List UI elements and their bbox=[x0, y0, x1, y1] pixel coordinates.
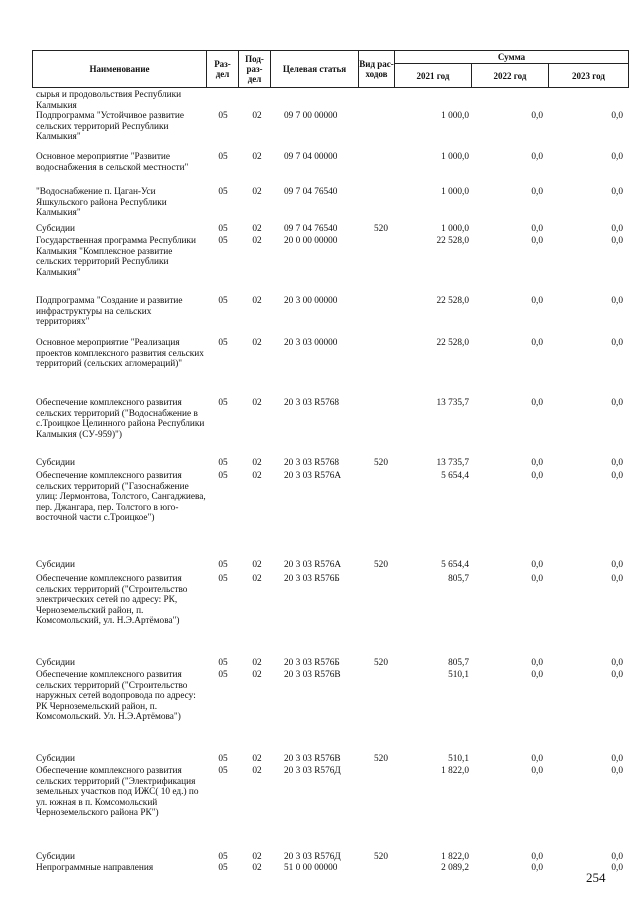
row-name: Субсидии bbox=[36, 852, 76, 862]
row-subsection: 02 bbox=[252, 574, 262, 584]
row-sum-2022: 0,0 bbox=[531, 560, 543, 570]
row-target-article: 20 3 03 R576А bbox=[284, 471, 342, 481]
row-target-article: 20 3 03 00000 bbox=[284, 338, 338, 348]
table-header bbox=[32, 50, 629, 88]
row-name: "Водоснабжение п. Цаган-Уси Яшкульского района Республики Калмыкия" bbox=[36, 187, 167, 219]
row-sum-2023: 0,0 bbox=[611, 754, 623, 764]
row-target-article: 20 3 03 R5768 bbox=[284, 398, 340, 408]
row-expense-type: 520 bbox=[374, 852, 388, 862]
row-sum-2023: 0,0 bbox=[611, 296, 623, 306]
row-name: Субсидии bbox=[36, 458, 76, 468]
row-target-article: 20 3 03 R5768 bbox=[284, 458, 340, 468]
row-sum-2022: 0,0 bbox=[531, 754, 543, 764]
row-sum-2022: 0,0 bbox=[531, 658, 543, 668]
row-subsection: 02 bbox=[252, 458, 262, 468]
row-target-article: 09 7 04 76540 bbox=[284, 224, 338, 234]
row-sum-2022: 0,0 bbox=[531, 398, 543, 408]
row-sum-2021: 1 000,0 bbox=[441, 152, 469, 162]
header-section: Раз- дел bbox=[207, 51, 239, 88]
row-subsection: 02 bbox=[252, 754, 262, 764]
row-subsection: 02 bbox=[252, 863, 262, 873]
row-subsection: 02 bbox=[252, 560, 262, 570]
row-target-article: 20 3 03 R576А bbox=[284, 560, 342, 570]
row-name: Подпрограмма "Создание и развитие инфраструктуры на сельских территориях" bbox=[36, 296, 183, 328]
row-section: 05 bbox=[218, 458, 228, 468]
row-sum-2022: 0,0 bbox=[531, 224, 543, 234]
row-sum-2023: 0,0 bbox=[611, 560, 623, 570]
header-name: Наименование bbox=[33, 51, 207, 88]
row-subsection: 02 bbox=[252, 658, 262, 668]
row-section: 05 bbox=[218, 224, 228, 234]
row-sum-2023: 0,0 bbox=[611, 236, 623, 246]
row-name: Основное мероприятие "Реализация проектов комплексного развития сельских территорий (сельских агломераций)" bbox=[36, 338, 204, 370]
row-sum-2021: 510,1 bbox=[448, 670, 469, 680]
row-target-article: 20 3 03 R576Б bbox=[284, 574, 340, 584]
row-section: 05 bbox=[218, 187, 228, 197]
header-target-article: Целевая статья bbox=[271, 51, 359, 88]
row-section: 05 bbox=[218, 338, 228, 348]
row-sum-2021: 805,7 bbox=[448, 658, 469, 668]
row-sum-2022: 0,0 bbox=[531, 766, 543, 776]
row-sum-2023: 0,0 bbox=[611, 766, 623, 776]
page-number: 254 bbox=[586, 870, 606, 885]
row-sum-2021: 22 528,0 bbox=[436, 296, 469, 306]
row-sum-2021: 13 735,7 bbox=[436, 458, 469, 468]
row-section: 05 bbox=[218, 852, 228, 862]
row-target-article: 20 0 00 00000 bbox=[284, 236, 338, 246]
row-target-article: 20 3 00 00000 bbox=[284, 296, 338, 306]
row-sum-2023: 0,0 bbox=[611, 152, 623, 162]
row-name: Субсидии bbox=[36, 658, 76, 668]
row-subsection: 02 bbox=[252, 338, 262, 348]
row-sum-2023: 0,0 bbox=[611, 574, 623, 584]
row-section: 05 bbox=[218, 863, 228, 873]
row-section: 05 bbox=[218, 398, 228, 408]
row-sum-2023: 0,0 bbox=[611, 863, 623, 873]
row-sum-2023: 0,0 bbox=[611, 338, 623, 348]
row-name: Обеспечение комплексного развития сельских территорий ("Электрификация земельных участков под ИЖС( 10 ед.) по ул. южная в п. Комсомольский Черноземельского района РК") bbox=[36, 766, 199, 819]
row-sum-2021: 1 000,0 bbox=[441, 224, 469, 234]
row-expense-type: 520 bbox=[374, 458, 388, 468]
row-sum-2021: 22 528,0 bbox=[436, 236, 469, 246]
row-subsection: 02 bbox=[252, 224, 262, 234]
row-sum-2023: 0,0 bbox=[611, 398, 623, 408]
row-sum-2022: 0,0 bbox=[531, 338, 543, 348]
row-subsection: 02 bbox=[252, 236, 262, 246]
row-sum-2023: 0,0 bbox=[611, 852, 623, 862]
row-sum-2021: 22 528,0 bbox=[436, 338, 469, 348]
row-subsection: 02 bbox=[252, 471, 262, 481]
row-target-article: 09 7 04 76540 bbox=[284, 187, 338, 197]
row-sum-2022: 0,0 bbox=[531, 152, 543, 162]
row-section: 05 bbox=[218, 296, 228, 306]
row-name: Обеспечение комплексного развития сельских территорий ("Газоснабжение улиц: Лермонтова, Толстого, Сангаджиева, пер. Джангара, пер. Толстого в юго-восточной части с.Троицкое") bbox=[36, 471, 206, 524]
row-subsection: 02 bbox=[252, 296, 262, 306]
row-name: Обеспечение комплексного развития сельских территорий ("Строительство электрических сетей по адресу: РК, Черноземельский район, п. Комсомольский, ул. Н.Э.Артёмова") bbox=[36, 574, 188, 627]
row-subsection: 02 bbox=[252, 852, 262, 862]
row-section: 05 bbox=[218, 670, 228, 680]
row-target-article: 20 3 03 R576Д bbox=[284, 852, 341, 862]
row-sum-2022: 0,0 bbox=[531, 852, 543, 862]
row-sum-2023: 0,0 bbox=[611, 658, 623, 668]
row-target-article: 09 7 04 00000 bbox=[284, 152, 338, 162]
row-section: 05 bbox=[218, 471, 228, 481]
row-name: Субсидии bbox=[36, 754, 76, 764]
header-expense-type: Вид рас- ходов bbox=[359, 51, 395, 88]
row-target-article: 09 7 00 00000 bbox=[284, 111, 338, 121]
row-target-article: 20 3 03 R576В bbox=[284, 754, 341, 764]
row-name: Субсидии bbox=[36, 224, 76, 234]
row-subsection: 02 bbox=[252, 111, 262, 121]
row-sum-2022: 0,0 bbox=[531, 458, 543, 468]
row-sum-2021: 5 654,4 bbox=[441, 471, 469, 481]
row-expense-type: 520 bbox=[374, 658, 388, 668]
row-name: Обеспечение комплексного развития сельских территорий ("Водоснабжение в с.Троицкое Целинного района Республики Калмыкия (СУ-959)") bbox=[36, 398, 205, 440]
row-sum-2021: 805,7 bbox=[448, 574, 469, 584]
row-expense-type: 520 bbox=[374, 224, 388, 234]
row-name: сырья и продовольствия Республики Калмыкия bbox=[36, 90, 182, 111]
row-subsection: 02 bbox=[252, 187, 262, 197]
header-2022: 2022 год bbox=[472, 64, 549, 88]
row-sum-2022: 0,0 bbox=[531, 296, 543, 306]
row-subsection: 02 bbox=[252, 766, 262, 776]
row-sum-2023: 0,0 bbox=[611, 458, 623, 468]
header-2021: 2021 год bbox=[395, 64, 472, 88]
row-section: 05 bbox=[218, 152, 228, 162]
row-sum-2022: 0,0 bbox=[531, 187, 543, 197]
row-name: Обеспечение комплексного развития сельских территорий ("Строительство наружных сетей водопровода по адресу: РК Черноземельский район, п. Комсомольский. Ул. Н.Э.Артёмова") bbox=[36, 670, 196, 723]
row-sum-2023: 0,0 bbox=[611, 471, 623, 481]
row-target-article: 20 3 03 R576Д bbox=[284, 766, 341, 776]
row-sum-2021: 5 654,4 bbox=[441, 560, 469, 570]
row-name: Подпрограмма "Устойчивое развитие сельских территорий Республики Калмыкия" bbox=[36, 111, 184, 143]
row-sum-2023: 0,0 bbox=[611, 670, 623, 680]
row-subsection: 02 bbox=[252, 398, 262, 408]
row-name: Субсидии bbox=[36, 560, 76, 570]
row-target-article: 20 3 03 R576В bbox=[284, 670, 341, 680]
row-sum-2021: 2 089,2 bbox=[441, 863, 469, 873]
row-sum-2022: 0,0 bbox=[531, 236, 543, 246]
row-sum-2023: 0,0 bbox=[611, 224, 623, 234]
row-sum-2022: 0,0 bbox=[531, 670, 543, 680]
row-subsection: 02 bbox=[252, 670, 262, 680]
row-sum-2023: 0,0 bbox=[611, 187, 623, 197]
row-sum-2021: 1 822,0 bbox=[441, 852, 469, 862]
row-target-article: 51 0 00 00000 bbox=[284, 863, 338, 873]
row-sum-2021: 510,1 bbox=[448, 754, 469, 764]
row-name: Основное мероприятие "Развитие водоснабжения в сельской местности" bbox=[36, 152, 189, 173]
row-expense-type: 520 bbox=[374, 560, 388, 570]
row-sum-2023: 0,0 bbox=[611, 111, 623, 121]
row-section: 05 bbox=[218, 658, 228, 668]
row-subsection: 02 bbox=[252, 152, 262, 162]
row-sum-2021: 1 000,0 bbox=[441, 187, 469, 197]
row-section: 05 bbox=[218, 560, 228, 570]
row-section: 05 bbox=[218, 766, 228, 776]
row-section: 05 bbox=[218, 754, 228, 764]
row-name: Государственная программа Республики Калмыкия "Комплексное развитие сельских территорий Республики Калмыкия" bbox=[36, 236, 196, 278]
row-section: 05 bbox=[218, 574, 228, 584]
row-sum-2022: 0,0 bbox=[531, 471, 543, 481]
header-subsection: Под- раз- дел bbox=[239, 51, 271, 88]
row-section: 05 bbox=[218, 111, 228, 121]
row-sum-2022: 0,0 bbox=[531, 863, 543, 873]
row-sum-2022: 0,0 bbox=[531, 574, 543, 584]
row-sum-2021: 1 000,0 bbox=[441, 111, 469, 121]
header-sum: Сумма bbox=[395, 51, 629, 64]
row-name: Непрограммные направления bbox=[36, 863, 154, 873]
row-sum-2021: 1 822,0 bbox=[441, 766, 469, 776]
row-target-article: 20 3 03 R576Б bbox=[284, 658, 340, 668]
row-expense-type: 520 bbox=[374, 754, 388, 764]
row-section: 05 bbox=[218, 236, 228, 246]
row-sum-2021: 13 735,7 bbox=[436, 398, 469, 408]
header-2023: 2023 год bbox=[549, 64, 629, 88]
row-sum-2022: 0,0 bbox=[531, 111, 543, 121]
